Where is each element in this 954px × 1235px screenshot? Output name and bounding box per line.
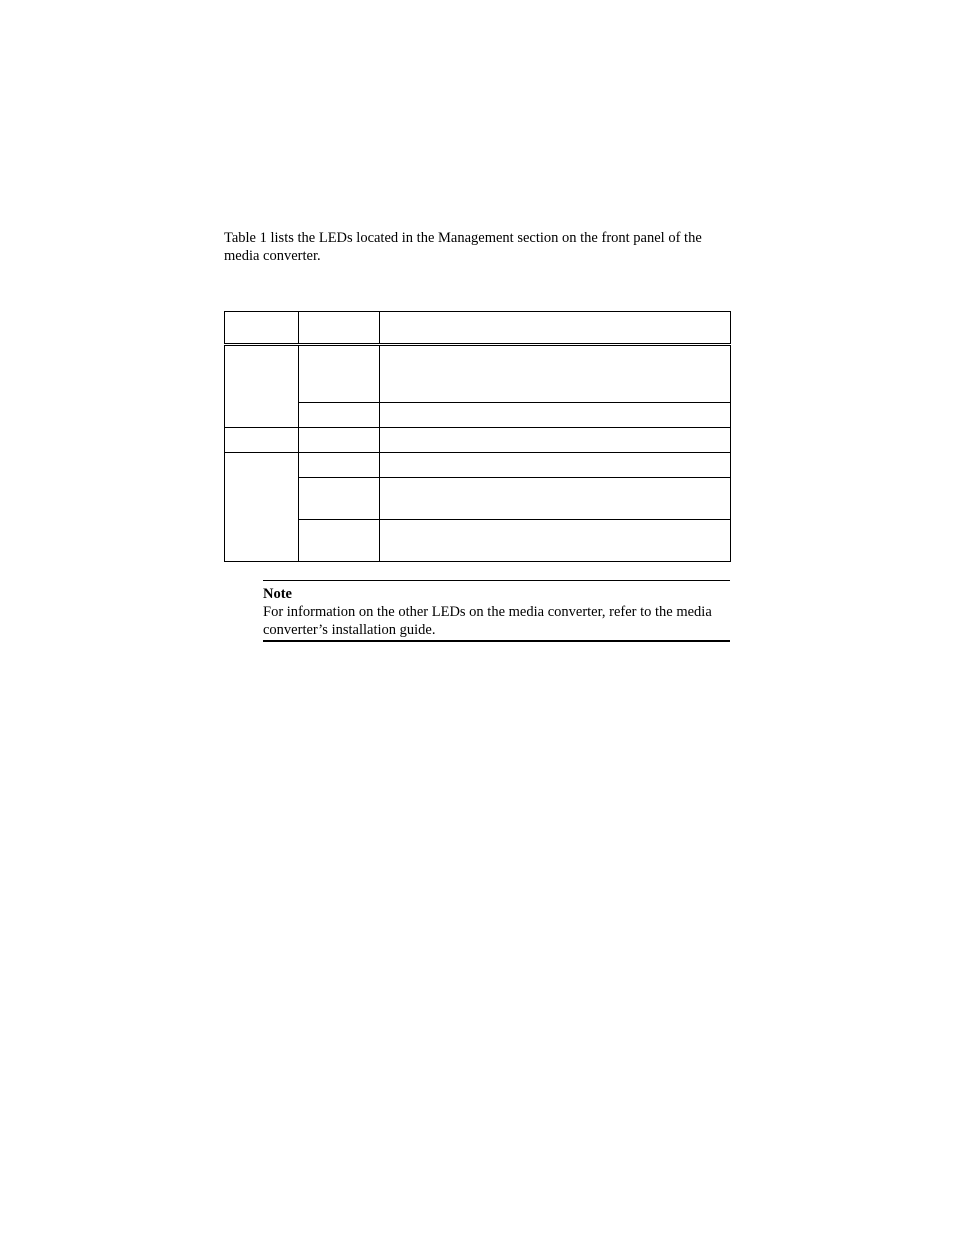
- table-row: [225, 520, 731, 562]
- table-cell: [299, 520, 380, 562]
- header-cell-description: [380, 312, 731, 345]
- table-cell: [380, 520, 731, 562]
- led-table: [224, 311, 731, 562]
- table-cell: [225, 345, 299, 428]
- note-box: [263, 580, 730, 642]
- table-cell: [299, 345, 380, 403]
- table-cell: [380, 403, 731, 428]
- table-cell: [380, 428, 731, 453]
- table-cell: [380, 478, 731, 520]
- table-row: [225, 403, 731, 428]
- table-row: [225, 428, 731, 453]
- table-cell: [299, 453, 380, 478]
- table-cell: [299, 478, 380, 520]
- table-cell: [380, 345, 731, 403]
- table-header-row: [225, 312, 731, 345]
- table-row: [225, 453, 731, 478]
- header-cell-state: [299, 312, 380, 345]
- table-cell: [299, 403, 380, 428]
- note-text: For information on the other LEDs on the media converter, refer to the media converter’s installation guide.: [263, 604, 712, 638]
- table-cell: [299, 428, 380, 453]
- table-row: [225, 478, 731, 520]
- table-cell: [380, 453, 731, 478]
- table-row: [225, 345, 731, 403]
- table-cell: [225, 453, 299, 562]
- table-cell: [225, 428, 299, 453]
- header-cell-led: [225, 312, 299, 345]
- intro-paragraph: Table 1 lists the LEDs located in the Management section on the front panel of the media converter.: [224, 230, 702, 264]
- note-title: Note: [263, 586, 292, 602]
